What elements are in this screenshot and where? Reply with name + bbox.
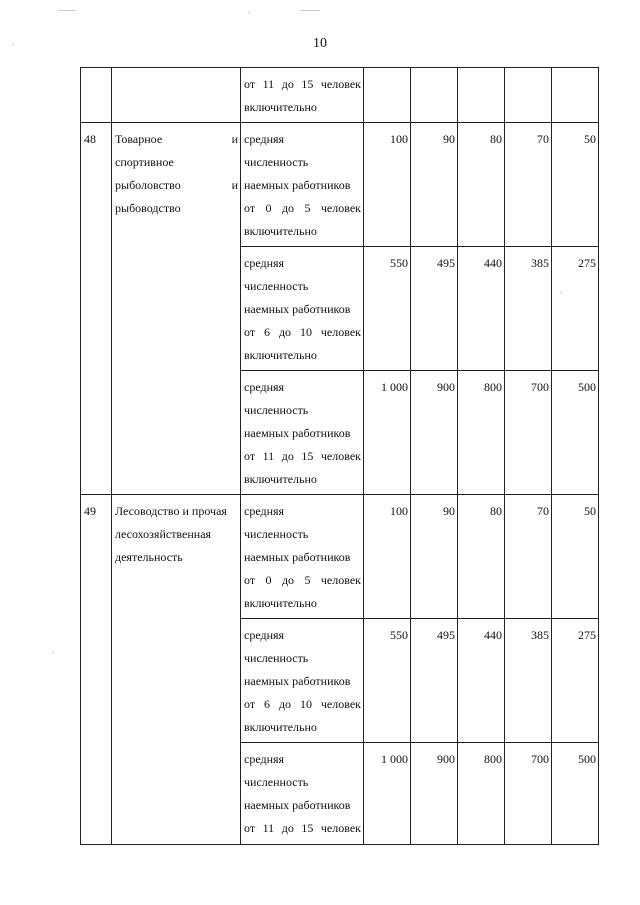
value-cell: 1 000 <box>364 743 411 845</box>
condition-line: от 0 до 5 человек <box>244 573 361 587</box>
value-cell: 50 <box>552 123 599 247</box>
activity-line: спортивное <box>115 155 174 169</box>
value-cell: 550 <box>364 619 411 743</box>
value-cell: 495 <box>411 619 458 743</box>
condition-line: наемных работников <box>244 426 351 440</box>
value-cell: 100 <box>364 123 411 247</box>
condition-line: от 11 до 15 человек <box>244 77 361 91</box>
activity-line: рыбоводство <box>115 201 181 215</box>
value-cell: 90 <box>411 123 458 247</box>
value-cell: 80 <box>458 495 505 619</box>
activity-line: деятельность <box>115 550 183 564</box>
value-cell: 1 000 <box>364 371 411 495</box>
scan-speck <box>248 12 250 13</box>
table-row <box>81 68 599 123</box>
condition-line: наемных работников <box>244 798 351 812</box>
tariff-table <box>80 67 599 845</box>
index-cell: 48 <box>81 123 112 495</box>
value-cell: 275 <box>552 619 599 743</box>
scan-speck <box>300 10 320 11</box>
activity-line: рыболовство и <box>115 178 238 192</box>
index-cell <box>81 68 112 123</box>
activity-cell <box>112 123 241 495</box>
condition-line: включительно <box>244 100 317 114</box>
condition-line: включительно <box>244 348 317 362</box>
condition-line: численность <box>244 403 309 417</box>
condition-line: включительно <box>244 720 317 734</box>
value-cell: 900 <box>411 743 458 845</box>
condition-cell <box>241 371 364 495</box>
condition-line: наемных работников <box>244 674 351 688</box>
value-cell: 700 <box>505 743 552 845</box>
scan-speck <box>58 10 76 11</box>
value-cell: 550 <box>364 247 411 371</box>
page-number: 10 <box>313 36 327 51</box>
value-cell: 440 <box>458 619 505 743</box>
condition-cell <box>241 619 364 743</box>
condition-line: от 6 до 10 человек <box>244 325 361 339</box>
condition-cell <box>241 495 364 619</box>
activity-cell <box>112 495 241 845</box>
condition-cell <box>241 247 364 371</box>
condition-cell <box>241 743 364 845</box>
activity-cell <box>112 68 241 123</box>
index-cell: 49 <box>81 495 112 845</box>
condition-line: средняя <box>244 504 285 518</box>
value-cell: 385 <box>505 247 552 371</box>
value-cell: 800 <box>458 371 505 495</box>
value-cell: 100 <box>364 495 411 619</box>
condition-line: средняя <box>244 380 285 394</box>
value-cell: 90 <box>411 495 458 619</box>
condition-line: включительно <box>244 596 317 610</box>
condition-line: наемных работников <box>244 302 351 316</box>
value-cell: 440 <box>458 247 505 371</box>
value-cell: 275 <box>552 247 599 371</box>
value-cell <box>505 68 552 123</box>
value-cell <box>552 68 599 123</box>
value-cell <box>411 68 458 123</box>
activity-line: Товарное и <box>115 132 238 146</box>
value-cell: 500 <box>552 371 599 495</box>
condition-line: численность <box>244 651 309 665</box>
table-row <box>81 495 599 619</box>
value-cell: 495 <box>411 247 458 371</box>
condition-line: от 0 до 5 человек <box>244 201 361 215</box>
value-cell: 70 <box>505 123 552 247</box>
value-cell: 385 <box>505 619 552 743</box>
condition-line: средняя <box>244 256 285 270</box>
condition-line: средняя <box>244 628 285 642</box>
condition-line: численность <box>244 527 309 541</box>
value-cell: 80 <box>458 123 505 247</box>
value-cell: 70 <box>505 495 552 619</box>
condition-cell <box>241 123 364 247</box>
condition-line: средняя <box>244 132 285 146</box>
condition-line: от 11 до 15 человек <box>244 821 361 835</box>
value-cell <box>364 68 411 123</box>
condition-line: от 11 до 15 человек <box>244 449 361 463</box>
activity-line: Лесоводство и прочая <box>115 504 227 518</box>
scan-speck <box>560 292 562 293</box>
table-row <box>81 123 599 247</box>
activity-line: лесохозяйственная <box>115 527 212 541</box>
condition-line: включительно <box>244 472 317 486</box>
value-cell: 50 <box>552 495 599 619</box>
value-cell: 700 <box>505 371 552 495</box>
condition-line: средняя <box>244 752 285 766</box>
condition-line: численность <box>244 279 309 293</box>
value-cell: 500 <box>552 743 599 845</box>
value-cell <box>458 68 505 123</box>
value-cell: 900 <box>411 371 458 495</box>
condition-line: наемных работников <box>244 550 351 564</box>
condition-line: включительно <box>244 224 317 238</box>
value-cell: 800 <box>458 743 505 845</box>
condition-line: численность <box>244 775 309 789</box>
scan-speck <box>12 44 14 45</box>
condition-line: численность <box>244 155 309 169</box>
condition-cell <box>241 68 364 123</box>
condition-line: наемных работников <box>244 178 351 192</box>
condition-line: от 6 до 10 человек <box>244 697 361 711</box>
scan-speck <box>52 652 54 653</box>
